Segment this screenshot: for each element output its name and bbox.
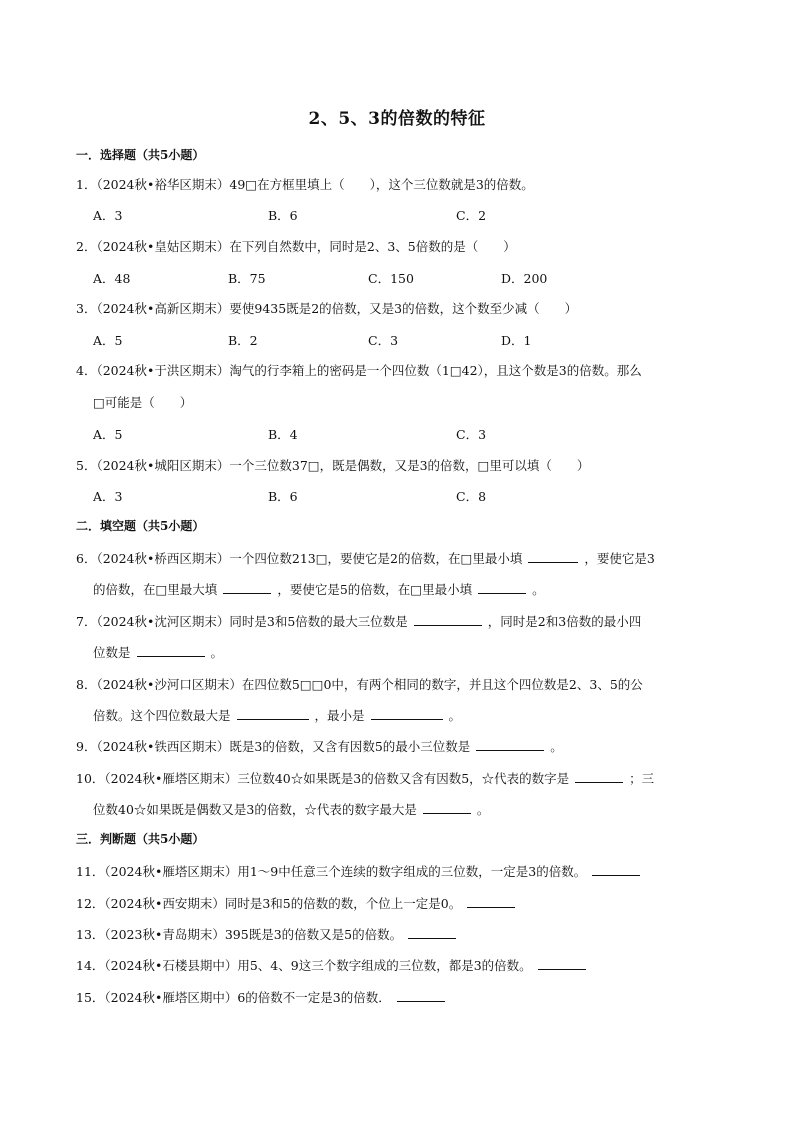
answer-blank[interactable]	[423, 801, 471, 814]
q5-option-b: B．6	[268, 489, 298, 504]
question-13	[76, 925, 462, 943]
q1-option-a: A．3	[93, 208, 123, 223]
q8-text-2: 倍数。这个四位数最大是	[93, 708, 231, 723]
answer-blank[interactable]	[223, 581, 271, 594]
question-10	[76, 769, 654, 787]
q15-text: 15．（2024秋•雁塔区期中）6的倍数不一定是3的倍数．	[76, 990, 391, 1005]
question-5: 5．（2024秋•城阳区期末）一个三位数37□，既是偶数，又是3的倍数，□里可以填（ ）	[76, 458, 590, 473]
q3-option-a: A．5	[93, 333, 123, 348]
q6-text-1: 6．（2024秋•桥西区期末）一个四位数213□，要使它是2的倍数，在□里最小填	[76, 551, 523, 566]
section-heading-fill: 二．填空题（共5小题）	[76, 519, 205, 533]
question-11	[76, 862, 646, 880]
q9-text-2: 。	[550, 739, 563, 754]
question-6	[76, 549, 655, 567]
question-4-continued: □可能是（ ）	[93, 395, 193, 410]
q6-text-4: ，要使它是5的倍数，在□里最小填	[277, 582, 473, 597]
answer-blank[interactable]	[467, 895, 515, 908]
answer-blank[interactable]	[538, 957, 586, 970]
answer-blank[interactable]	[408, 926, 456, 939]
answer-blank[interactable]	[414, 613, 482, 626]
answer-blank[interactable]	[592, 863, 640, 876]
answer-blank[interactable]	[528, 550, 578, 563]
q10-text-4: 。	[476, 802, 490, 817]
q1-option-c: C．2	[456, 208, 487, 223]
q5-option-c: C．8	[456, 489, 487, 504]
q2-option-c: C．150	[368, 271, 414, 286]
answer-blank[interactable]	[397, 989, 445, 1002]
q12-text: 12．（2024秋•西安期末）同时是3和5的倍数的数，个位上一定是0。	[76, 896, 462, 911]
q10-text-1: 10．（2024秋•雁塔区期末）三位数40☆如果既是3的倍数又含有因数5，☆代表的数字是	[76, 771, 570, 786]
q3-option-d: D．1	[501, 333, 532, 348]
q9-text-1: 9．（2024秋•铁西区期末）既是3的倍数，又含有因数5的最小三位数是	[76, 739, 471, 754]
answer-blank[interactable]	[478, 581, 526, 594]
question-6-continued	[93, 580, 545, 598]
q10-text-3: 位数40☆如果既是偶数又是3的倍数，☆代表的数字最大是	[93, 802, 417, 817]
q7-text-3: 位数是	[93, 645, 131, 660]
answer-blank[interactable]	[575, 770, 623, 783]
question-3: 3．（2024秋•高新区期末）要使9435既是2的倍数，又是3的倍数，这个数至少减（ ）	[76, 301, 578, 316]
page-title: 2、5、3的倍数的特征	[308, 109, 486, 129]
q10-text-2: ；三	[629, 771, 655, 786]
q7-text-1: 7．（2024秋•沈河区期末）同时是3和5倍数的最大三位数是	[76, 614, 408, 629]
answer-blank[interactable]	[137, 644, 205, 657]
question-15	[76, 988, 451, 1006]
q6-text-5: 。	[532, 582, 545, 597]
question-8: 8．（2024秋•沙河口区期末）在四位数5□□0中，有两个相同的数字，并且这个四位数是2、3、5的公	[76, 677, 643, 692]
question-10-continued	[93, 800, 489, 818]
section-heading-judge: 三．判断题（共5小题）	[76, 832, 205, 846]
q6-text-3: 的倍数，在□里最大填	[93, 582, 218, 597]
q4-option-c: C．3	[456, 427, 487, 442]
q2-option-b: B．75	[228, 271, 266, 286]
q3-option-b: B．2	[228, 333, 258, 348]
question-14	[76, 956, 592, 974]
q6-text-2: ，要使它是3	[584, 551, 655, 566]
question-8-continued	[93, 706, 461, 724]
q2-option-a: A．48	[93, 271, 131, 286]
q14-text: 14．（2024秋•石楼县期中）用5、4、9这三个数字组成的三位数，都是3的倍数。	[76, 958, 532, 973]
q1-option-b: B．6	[268, 208, 298, 223]
q7-text-2: ，同时是2和3倍数的最小四	[487, 614, 642, 629]
q5-option-a: A．3	[93, 489, 123, 504]
answer-blank[interactable]	[476, 738, 544, 751]
section-heading-choice: 一．选择题（共5小题）	[76, 148, 205, 162]
q7-text-4: 。	[210, 645, 224, 660]
question-12	[76, 894, 521, 912]
q4-option-b: B．4	[268, 427, 298, 442]
answer-blank[interactable]	[237, 707, 309, 720]
q3-option-c: C．3	[368, 333, 399, 348]
q8-text-4: 。	[448, 708, 462, 723]
q13-text: 13．（2023秋•青岛期末）395既是3的倍数又是5的倍数。	[76, 927, 403, 942]
question-7	[76, 612, 641, 630]
q8-text-3: ，最小是	[314, 708, 365, 723]
q2-option-d: D．200	[501, 271, 548, 286]
question-4: 4．（2024秋•于洪区期末）淘气的行李箱上的密码是一个四位数（1□42），且这个数是3的倍数。那么	[76, 363, 642, 378]
q11-text: 11．（2024秋•雁塔区期末）用1～9中任意三个连续的数字组成的三位数，一定是3的倍数。	[76, 864, 587, 879]
q4-option-a: A．5	[93, 427, 123, 442]
question-2: 2．（2024秋•皇姑区期末）在下列自然数中，同时是2、3、5倍数的是（ ）	[76, 239, 516, 254]
question-1: 1．（2024秋•裕华区期末）49□在方框里填上（ ），这个三位数就是3的倍数。	[76, 177, 534, 192]
question-9	[76, 737, 563, 755]
answer-blank[interactable]	[371, 707, 443, 720]
question-7-continued	[93, 643, 223, 661]
